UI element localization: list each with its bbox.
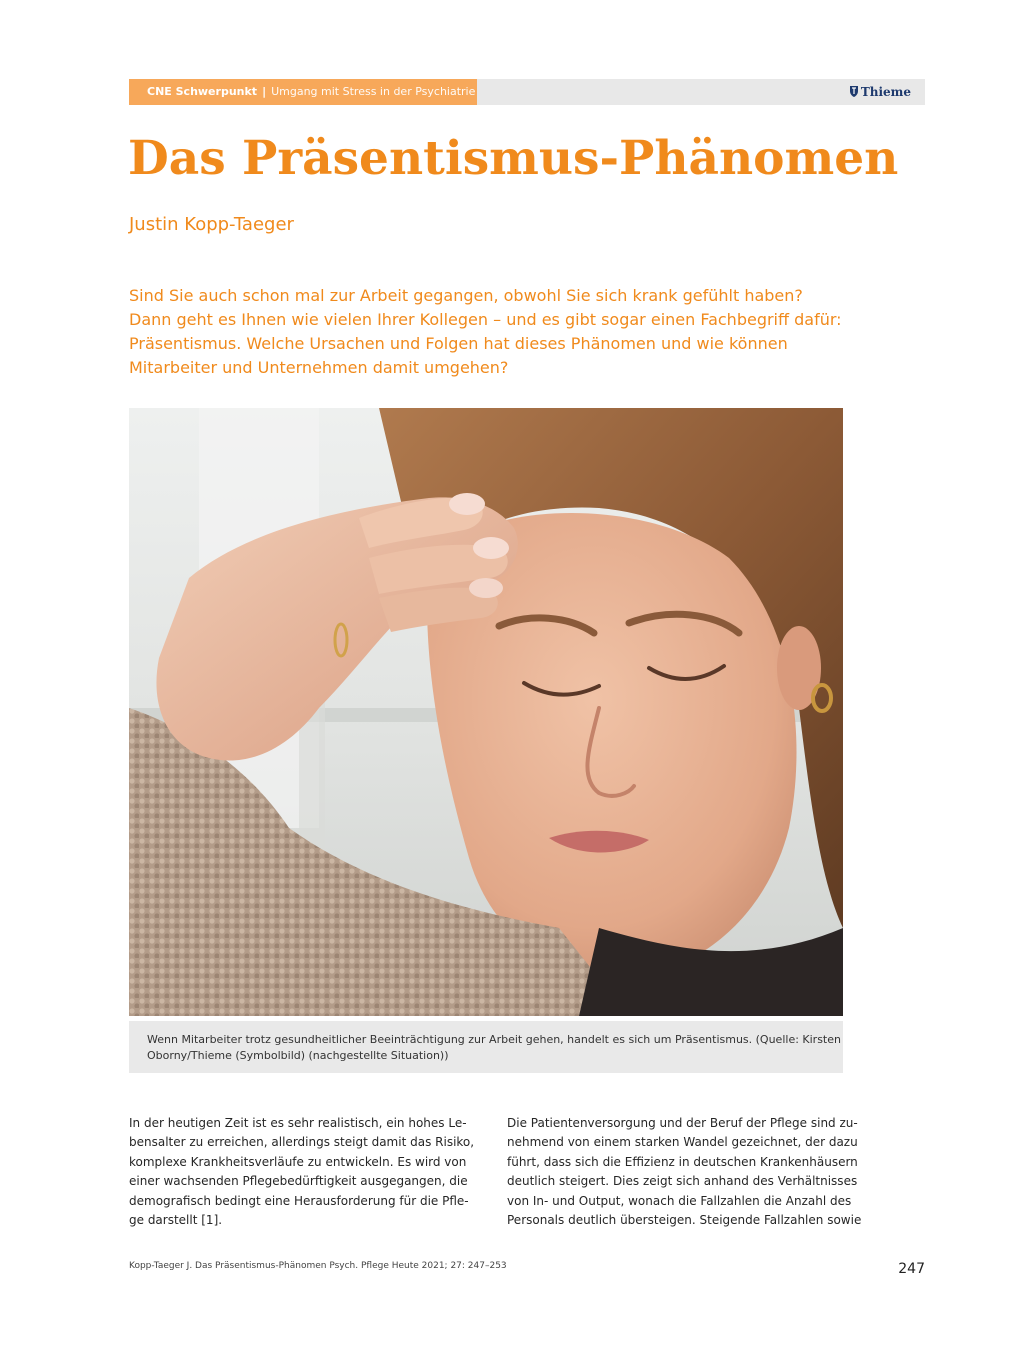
caption-line: Wenn Mitarbeiter trotz gesundheitlicher Beeinträchtigung zur Arbeit gehen, handelt es sich um Präsentismus. (Quelle: Kirsten: [147, 1033, 841, 1046]
page-number: 247: [898, 1261, 925, 1277]
caption-line: Oborny/Thieme (Symbolbild) (nachgestellte Situation)): [147, 1049, 449, 1062]
body-column-right: [507, 1114, 862, 1230]
publisher-logo: [849, 79, 911, 105]
lead-line: Dann geht es Ihnen wie vielen Ihrer Kollegen – und es gibt sogar einen Fachbegriff dafür:: [129, 310, 842, 329]
lead-line: Mitarbeiter und Unternehmen damit umgehen?: [129, 358, 509, 377]
body-line: komplexe Krankheitsverläufe zu entwickeln. Es wird von: [129, 1154, 467, 1169]
lead-line: Präsentismus. Welche Ursachen und Folgen hat dieses Phänomen und wie können: [129, 334, 788, 353]
body-line: nehmend von einem starken Wandel gezeichnet, der dazu: [507, 1135, 858, 1150]
lead-paragraph: [129, 284, 849, 380]
body-column-left: [129, 1114, 475, 1230]
section-topic: Umgang mit Stress in der Psychiatrie: [271, 85, 476, 98]
body-line: demografisch bedingt eine Herausforderung für die Pfle-: [129, 1193, 469, 1208]
thieme-shield-icon: [849, 85, 859, 98]
figure-caption: [129, 1021, 843, 1073]
section-label: CNE Schwerpunkt: [147, 85, 258, 98]
body-line: führt, dass sich die Effizienz in deutschen Krankenhäusern: [507, 1154, 858, 1169]
article-title: Das Präsentismus-Phänomen: [128, 131, 899, 186]
body-line: von In- und Output, wonach die Fallzahlen die Anzahl des: [507, 1193, 852, 1208]
body-line: Personals deutlich übersteigen. Steigende Fallzahlen sowie: [507, 1213, 862, 1228]
body-line: Die Patientenversorgung und der Beruf der Pflege sind zu-: [507, 1116, 858, 1130]
article-author: Justin Kopp-Taeger: [129, 214, 294, 235]
body-line: deutlich steigert. Dies zeigt sich anhand des Verhältnisses: [507, 1174, 858, 1189]
body-line: In der heutigen Zeit ist es sehr realistisch, ein hohes Le-: [129, 1116, 467, 1130]
body-line: ge darstellt [1].: [129, 1213, 223, 1228]
section-separator: |: [262, 85, 267, 98]
lead-line: Sind Sie auch schon mal zur Arbeit gegangen, obwohl Sie sich krank gefühlt haben?: [129, 286, 803, 305]
footer-citation: Kopp-Taeger J. Das Präsentismus-Phänomen Psych. Pflege Heute 2021; 27: 247–253: [129, 1261, 507, 1271]
section-tag: [129, 79, 477, 105]
publisher-name: Thieme: [860, 85, 911, 99]
header-bar: [129, 79, 925, 105]
body-line: bensalter zu erreichen, allerdings steigt damit das Risiko,: [129, 1135, 475, 1150]
woman-with-headache-photo: [129, 408, 843, 1016]
body-line: einer wachsenden Pflegebedürftigkeit ausgegangen, die: [129, 1174, 468, 1189]
